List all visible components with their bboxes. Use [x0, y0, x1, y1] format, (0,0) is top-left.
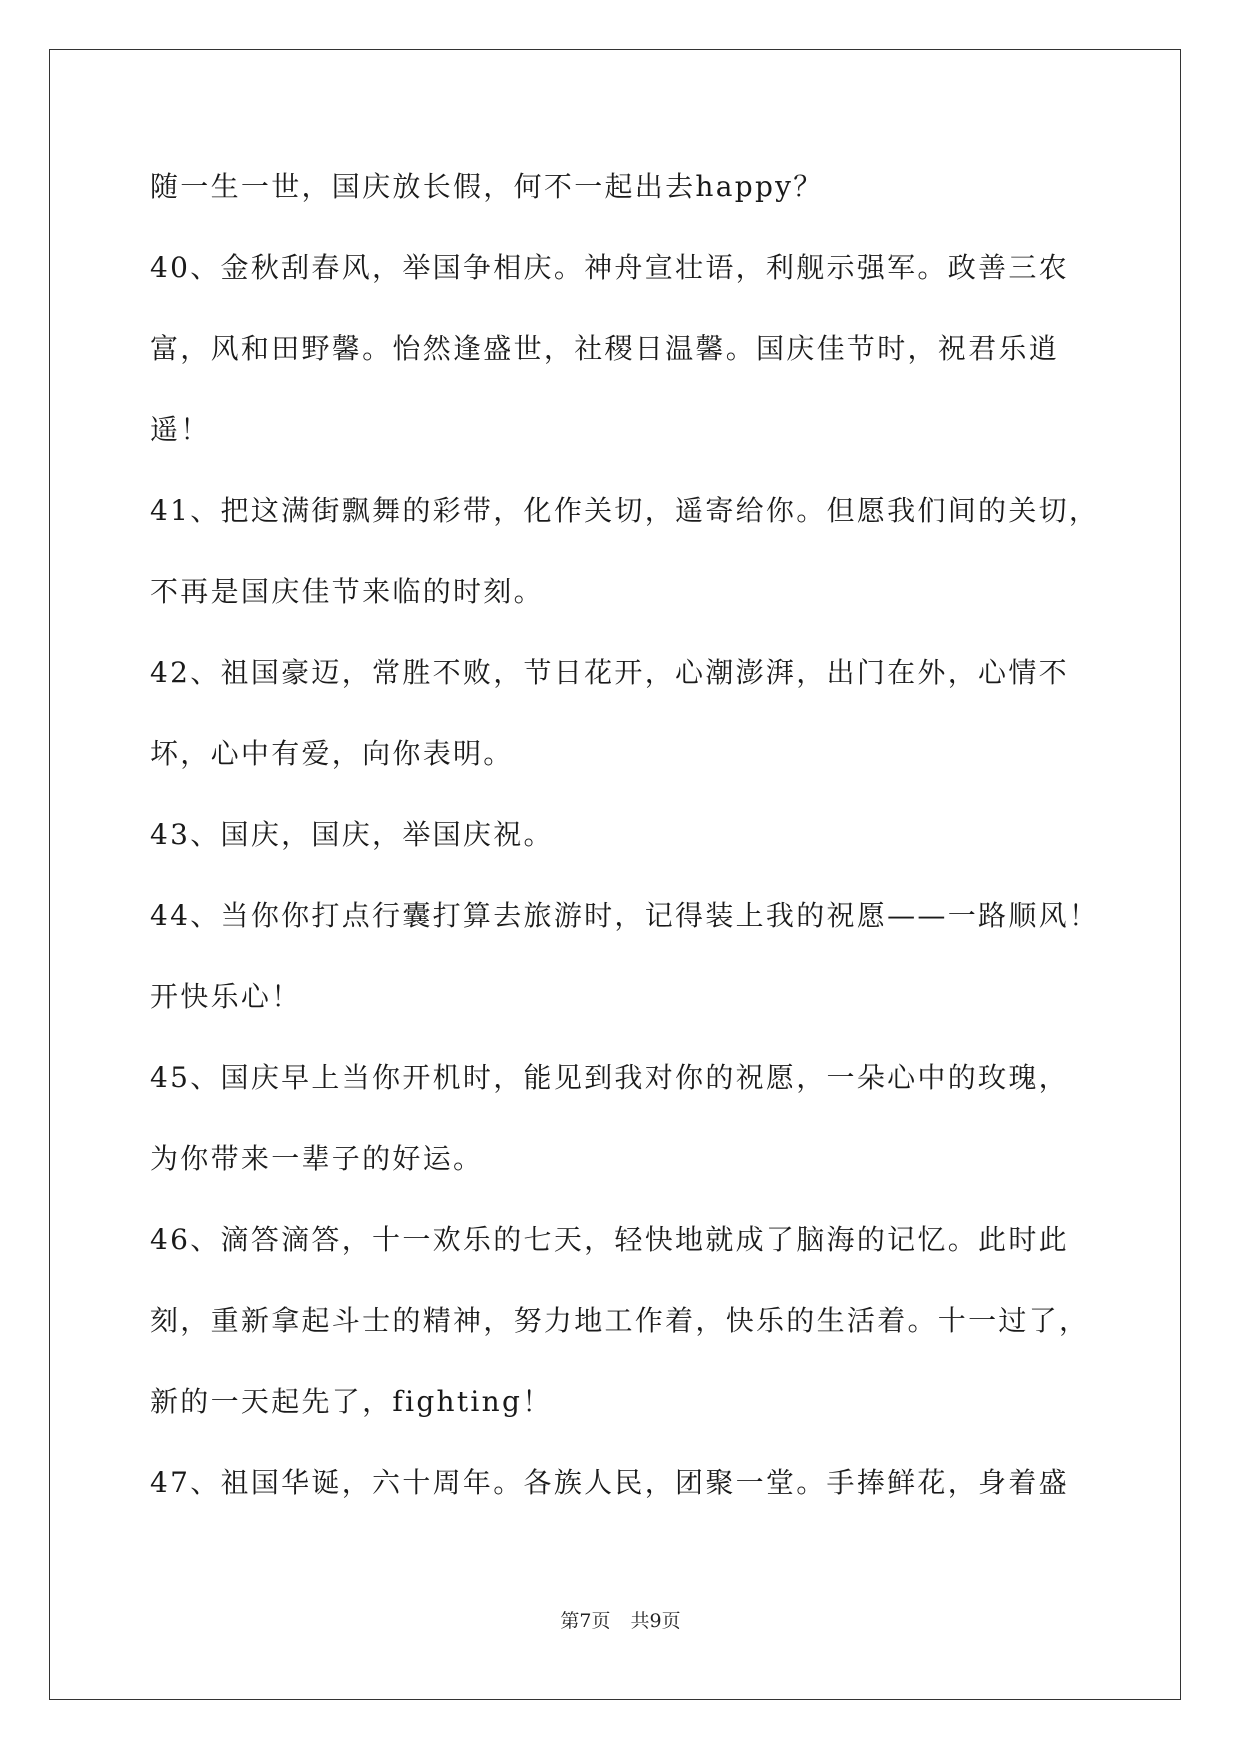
- page-number-current: 第7页: [560, 1610, 611, 1632]
- page-footer: [0, 1606, 1241, 1633]
- text-line: 坏，心中有爱，向你表明。: [150, 737, 514, 770]
- text-line: 47、祖国华诞，六十周年。各族人民，团聚一堂。手捧鲜花，身着盛: [150, 1466, 1069, 1499]
- text-line: 42、祖国豪迈，常胜不败，节日花开，心潮澎湃，出门在外，心情不: [150, 656, 1069, 689]
- document-body: [150, 162, 1100, 1539]
- text-line: 45、国庆早上当你开机时，能见到我对你的祝愿，一朵心中的玫瑰，: [150, 1061, 1069, 1094]
- text-line: 43、国庆，国庆，举国庆祝。: [150, 818, 554, 851]
- text-line: 刻，重新拿起斗士的精神，努力地工作着，快乐的生活着。十一过了，: [150, 1304, 1090, 1337]
- text-line: 44、当你你打点行囊打算去旅游时，记得装上我的祝愿——一路顺风！: [150, 899, 1100, 932]
- text-line: 开快乐心！: [150, 980, 302, 1013]
- text-line: 不再是国庆佳节来临的时刻。: [150, 575, 544, 608]
- text-line: 40、金秋刮春风，举国争相庆。神舟宣壮语，利舰示强军。政善三农: [150, 251, 1069, 284]
- page-number-total: 共9页: [630, 1610, 681, 1632]
- text-line: 富，风和田野馨。怡然逢盛世，社稷日温馨。国庆佳节时，祝君乐逍: [150, 332, 1060, 365]
- text-line: 新的一天起先了，fighting！: [150, 1385, 553, 1418]
- text-line: 遥！: [150, 413, 211, 446]
- text-line: 46、滴答滴答，十一欢乐的七天，轻快地就成了脑海的记忆。此时此: [150, 1223, 1069, 1256]
- text-line: 随一生一世，国庆放长假，何不一起出去happy？: [150, 170, 824, 203]
- text-line: 为你带来一辈子的好运。: [150, 1142, 484, 1175]
- text-line: 41、把这满街飘舞的彩带，化作关切，遥寄给你。但愿我们间的关切，: [150, 494, 1100, 527]
